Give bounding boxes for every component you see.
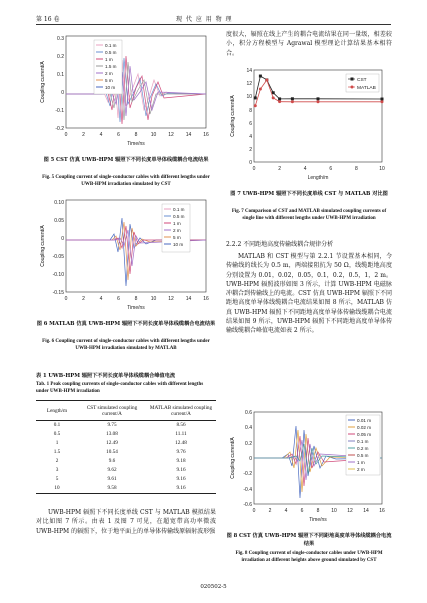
- y-axis-label: Coupling current/A: [40, 61, 46, 103]
- y-tick: 0.10: [54, 200, 64, 206]
- table-row: 5 9.61 9.16: [55, 476, 186, 482]
- x-tick: 2: [268, 508, 272, 514]
- data-point-matlab: [381, 100, 384, 103]
- legend-entry: 10 m: [173, 242, 184, 247]
- data-point-matlab: [278, 100, 281, 103]
- x-tick: 4: [99, 296, 103, 302]
- figure-6-caption-en: Fig. 6 Coupling current of single-conductor cables with different lengths under UWB-HPM irradiation simulated by MATLAB: [42, 339, 210, 351]
- x-tick: 0: [64, 296, 68, 302]
- x-axis-label: Time/ns: [309, 517, 327, 523]
- x-tick: 14: [185, 132, 192, 138]
- legend-entry: 0.01 m: [357, 418, 372, 423]
- legend-entry: 0.1 m: [173, 207, 185, 212]
- x-axis-label: Length/m: [307, 175, 329, 181]
- legend-entry: MATLAB: [357, 86, 376, 91]
- figure-8-caption-cn: 图 8 CST 仿真 UWB-HPM 辐照下不同距地高度单导体线缆耦合电流结果: [226, 533, 392, 547]
- figure-8-chart: [226, 406, 392, 530]
- x-tick: 2: [82, 296, 85, 302]
- data-point-matlab: [254, 104, 257, 107]
- y-tick: -0.2: [55, 126, 64, 132]
- x-tick: 16: [379, 508, 385, 514]
- legend-entry: 1 m: [105, 57, 113, 62]
- page-number: 020502-5: [200, 584, 227, 590]
- table-row: 2 9.6 9.18: [55, 458, 186, 464]
- x-tick: 10: [379, 166, 385, 172]
- x-tick: 10: [331, 508, 337, 514]
- y-tick: 12: [246, 81, 252, 87]
- x-tick: 16: [203, 296, 209, 302]
- table-row: 0.5 13.08 11.11: [53, 431, 187, 437]
- series-line: [66, 58, 206, 122]
- figure-7-caption-cn: 图 7 UWB-HPM 辐照下不同长度单线 CST 与 MATLAB 对比图: [230, 191, 388, 197]
- table-row: 1.5 10.54 9.76: [53, 449, 186, 455]
- y-tick: -0.15: [52, 290, 64, 296]
- x-tick: 8: [355, 166, 358, 172]
- table-header: CST simulated coupling current/A: [86, 404, 138, 417]
- figure-5: [36, 30, 216, 154]
- data-point-matlab: [259, 87, 262, 90]
- legend-entry: 0.1 m: [105, 43, 117, 48]
- y-tick: 0.1: [57, 72, 64, 78]
- data-point-matlab: [291, 100, 294, 103]
- legend-entry: 0.02 m: [357, 425, 372, 430]
- x-tick: 8: [134, 132, 138, 138]
- table-row: 10 9.58 9.16: [54, 485, 186, 491]
- legend-entry: 5 m: [105, 78, 113, 83]
- legend-box: [346, 415, 380, 475]
- figure-5-chart: [36, 30, 216, 154]
- data-point-matlab: [272, 96, 275, 99]
- header-rule: [36, 24, 391, 25]
- figure-7-caption-en: Fig. 7 Comparison of CST and MATLAB simulated coupling currents of single line with different lengths under UWB-HPM irradiation: [231, 209, 387, 221]
- data-point-cst: [254, 96, 257, 99]
- legend-entry: 0.5 m: [357, 453, 369, 458]
- legend-entry: 0.5 m: [173, 214, 185, 219]
- y-tick: 4: [249, 134, 252, 140]
- y-tick: 2: [249, 147, 252, 153]
- section-heading: 2.2.2 不同距地高度传输线耦合规律分析: [226, 241, 334, 248]
- x-tick: 4: [303, 166, 307, 172]
- section-paragraph: MATLAB 和 CST 模型与第 2.2.1 节设置基本相同，令传输线的线长为 0.5 m，两端接阻抗为 50 Ω，线缆距地高度分别设置为 0.01，0.02，0.05，0.1，0.2，0.5，1，2 m。UWB-HPM 辐照波形如图 3 所示，计算 UWB-HPM 电磁脉冲耦合到传输线上的电流。CST 仿真 UWB-HPM 辐照下不同距地高度单导体线缆耦合电流结果如图 8 所示，MATLAB 仿真 UWB-HPM 辐照下不同距地高度单导体传输线缆耦合电流结果如图 9 所示，UWB-HPM 辐照下不同距地高度单导体传输线缆耦合峰值电流如表 2 所示。: [226, 253, 392, 335]
- x-tick: 14: [363, 508, 369, 514]
- y-tick: -0.1: [55, 108, 64, 114]
- data-point-cst: [291, 97, 294, 100]
- y-tick: 0.2: [57, 54, 64, 60]
- data-point-matlab: [317, 100, 320, 103]
- legend-entry: 2 m: [357, 467, 365, 472]
- x-tick: 10: [150, 132, 157, 138]
- y-tick: 0.6: [245, 410, 252, 416]
- table-header: MATLAB simulated coupling current/A: [149, 404, 213, 417]
- y-tick: 14: [246, 68, 252, 74]
- y-tick: 0: [249, 456, 252, 462]
- y-tick: -0.4: [243, 487, 252, 493]
- table-1-title-cn: 表 1 UWB-HPM 辐照下不同长度单导体线缆耦合峰值电流: [36, 373, 176, 379]
- y-tick: 0.3: [57, 36, 64, 42]
- y-tick: 8: [249, 108, 252, 114]
- table-1-title-en: Tab. 1 Peak coupling currents of single-conductor cables with different lengths under UWB-HPM irradiation: [36, 382, 204, 394]
- figure-7-chart: [226, 64, 392, 188]
- legend-entry: 5 m: [173, 235, 181, 240]
- table-row: 3 9.62 9.16: [55, 467, 186, 473]
- x-tick: 2: [82, 132, 85, 138]
- series-line: [66, 62, 206, 120]
- y-tick: -0.6: [243, 502, 252, 508]
- x-tick: 10: [150, 296, 157, 302]
- data-point-matlab: [265, 78, 268, 81]
- journal-title: 现 代 应 用 物 理: [176, 16, 233, 23]
- legend-entry: 0.05 m: [357, 432, 372, 437]
- x-tick: 4: [99, 132, 103, 138]
- legend-entry: 1 m: [357, 460, 365, 465]
- x-tick: 6: [117, 132, 120, 138]
- x-tick: 6: [300, 508, 304, 514]
- y-axis-label: Coupling current/A: [230, 95, 236, 137]
- x-tick: 16: [203, 132, 209, 138]
- y-tick: 0.4: [245, 425, 252, 431]
- x-axis-label: Time/ns: [127, 141, 145, 147]
- x-tick: 8: [134, 296, 138, 302]
- figure-6-chart: [36, 194, 216, 318]
- figure-5-caption-cn: 图 5 CST 仿真 UWB-HPM 辐照下不同长度单导体线缆耦合电流结果: [43, 157, 209, 163]
- body-paragraph-continued: 度很大，辐照在线上产生的耦合电流结果在同一量级，相差较小，积分方程模型与 Agrawal 模型理论计算结果基本相符合。: [226, 31, 392, 57]
- legend-entry: 0.2 m: [357, 446, 369, 451]
- figure-6: [36, 194, 216, 318]
- y-tick: 0: [249, 160, 252, 166]
- legend-entry: 1.5 m: [105, 64, 117, 69]
- table-row: 1 12.49 12.48: [55, 440, 187, 446]
- figure-5-caption-en: Fig. 5 Coupling current of single-conductor cables with different lengths under UWB-HPM irradiation simulated by CST: [42, 175, 210, 187]
- legend-entry: 2 m: [173, 228, 181, 233]
- y-tick: 6: [249, 121, 252, 127]
- figure-7: [226, 64, 392, 188]
- body-paragraph: UWB-HPM 辐照下不同长度单线 CST 与 MATLAB 模拟结果对比如图 7 所示。由表 1 及图 7 可见，在超宽带高功率微波 UWB-HPM 的辐照下，位于地平面上的单导体传输线原辐射波形强: [36, 509, 216, 535]
- legend-entry: 0.5 m: [105, 50, 117, 55]
- y-tick: 0: [61, 90, 64, 96]
- x-tick: 14: [185, 296, 192, 302]
- x-tick: 0: [64, 132, 68, 138]
- legend-entry: 1 m: [173, 221, 181, 226]
- data-point-cst: [278, 97, 281, 100]
- x-tick: 6: [117, 296, 120, 302]
- y-axis-label: Coupling current/A: [230, 437, 236, 479]
- y-tick: 0.2: [245, 441, 252, 447]
- x-tick: 6: [329, 166, 333, 172]
- legend-entry: CST: [357, 78, 367, 83]
- y-axis-label: Coupling current/A: [40, 225, 46, 267]
- series-line: [66, 56, 206, 124]
- figure-8: [226, 406, 392, 530]
- y-tick: -0.10: [52, 272, 64, 278]
- volume-label: 第 16 卷: [36, 16, 60, 23]
- table-header: Length/m: [46, 407, 68, 414]
- figure-8-caption-en: Fig. 8 Coupling current of single-conductor cables under UWB-HPM irradiation at different heights above ground simulated by CST: [235, 551, 383, 563]
- x-tick: 4: [284, 508, 288, 514]
- table-1: [36, 400, 216, 494]
- x-tick: 0: [252, 508, 256, 514]
- y-tick: -0.05: [52, 254, 64, 260]
- y-tick: 0.05: [54, 218, 64, 224]
- data-point-cst: [317, 97, 320, 100]
- x-tick: 12: [168, 132, 174, 138]
- figure-6-caption-cn: 图 6 MATLAB 仿真 UWB-HPM 辐照下不同长度单导体线缆耦合电流结果: [36, 321, 216, 327]
- x-axis-label: Time/ns: [127, 305, 145, 311]
- legend-entry: 0.1 m: [357, 439, 369, 444]
- x-tick: 12: [347, 508, 353, 514]
- x-tick: 12: [168, 296, 174, 302]
- y-tick: 10: [246, 94, 252, 100]
- data-point-cst: [381, 98, 384, 101]
- x-tick: 8: [316, 508, 320, 514]
- legend-entry: 2 m: [105, 71, 113, 76]
- data-point-cst: [259, 75, 262, 78]
- x-tick: 2: [278, 166, 281, 172]
- y-tick: 0: [61, 236, 64, 242]
- legend-entry: 10 m: [105, 85, 116, 90]
- y-tick: -0.2: [243, 471, 252, 477]
- x-tick: 0: [252, 166, 256, 172]
- table-row: 0.1 9.75 8.56: [53, 422, 186, 428]
- series-line: [66, 66, 206, 116]
